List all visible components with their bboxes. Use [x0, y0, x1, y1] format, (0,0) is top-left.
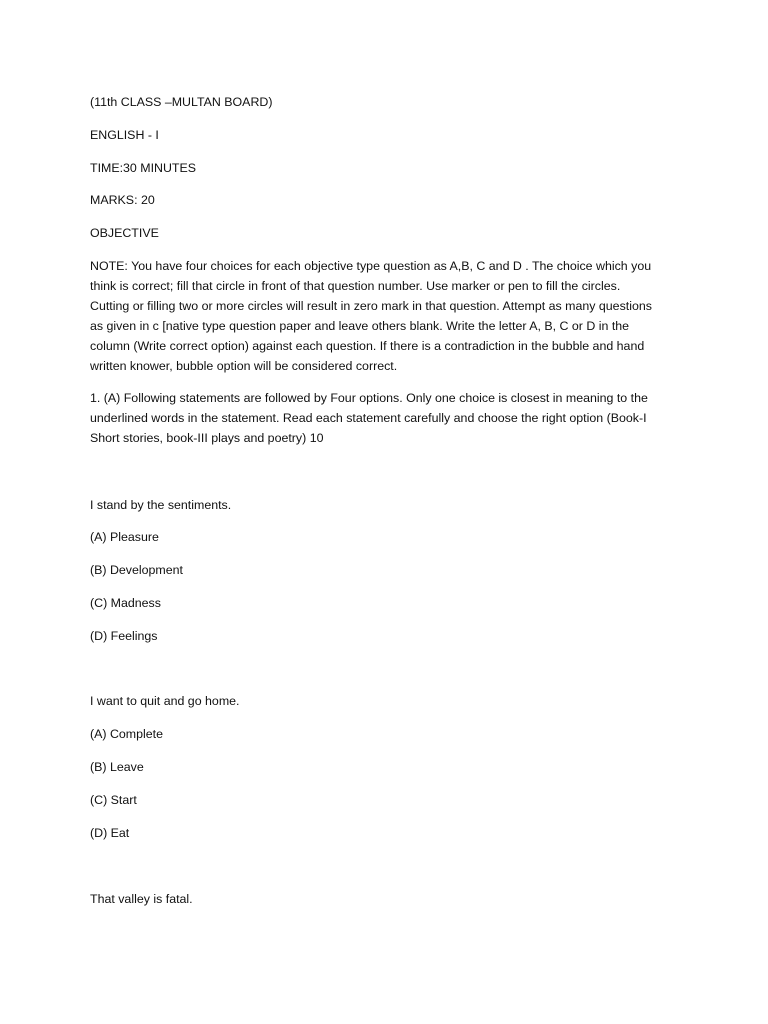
note-paragraph	[90, 256, 680, 376]
section-heading: OBJECTIVE	[90, 226, 159, 240]
question-option-c: (C) Start	[90, 793, 137, 807]
question-option-b: (B) Leave	[90, 760, 144, 774]
question-option-a: (A) Complete	[90, 727, 163, 741]
note-line: written knower, bubble option will be considered correct.	[90, 359, 398, 373]
note-line: think is correct; fill that circle in front of that question number. Use marker or pen to fill the circles.	[90, 279, 621, 293]
note-line: Cutting or filling two or more circles will result in zero mark in that question. Attempt as many questions	[90, 299, 652, 313]
question-option-d: (D) Feelings	[90, 629, 158, 643]
subject-heading: ENGLISH - I	[90, 128, 159, 142]
question-statement: That valley is fatal.	[90, 892, 193, 906]
question-option-c: (C) Madness	[90, 596, 161, 610]
time-heading: TIME:30 MINUTES	[90, 161, 197, 175]
instruction-line: underlined words in the statement. Read each statement carefully and choose the right option (Book-I	[90, 411, 647, 425]
question-option-a: (A) Pleasure	[90, 530, 159, 544]
note-line: as given in c [native type question paper and leave others blank. Write the letter A, B, C or D in the	[90, 319, 630, 333]
question-statement: I want to quit and go home.	[90, 694, 240, 708]
note-line: NOTE: You have four choices for each objective type question as A,B, C and D . The choice which you	[90, 259, 652, 273]
instruction-line: Short stories, book-III plays and poetry) 10	[90, 431, 324, 445]
note-line: column (Write correct option) against each question. If there is a contradiction in the bubble and hand	[90, 339, 645, 353]
instruction-paragraph	[90, 388, 680, 448]
class-board-heading: (11th CLASS –MULTAN BOARD)	[90, 95, 273, 109]
marks-heading: MARKS: 20	[90, 193, 155, 207]
question-option-b: (B) Development	[90, 563, 183, 577]
instruction-line: 1. (A) Following statements are followed by Four options. Only one choice is closest in meaning to the	[90, 391, 648, 405]
question-statement: I stand by the sentiments.	[90, 498, 232, 512]
question-option-d: (D) Eat	[90, 826, 130, 840]
